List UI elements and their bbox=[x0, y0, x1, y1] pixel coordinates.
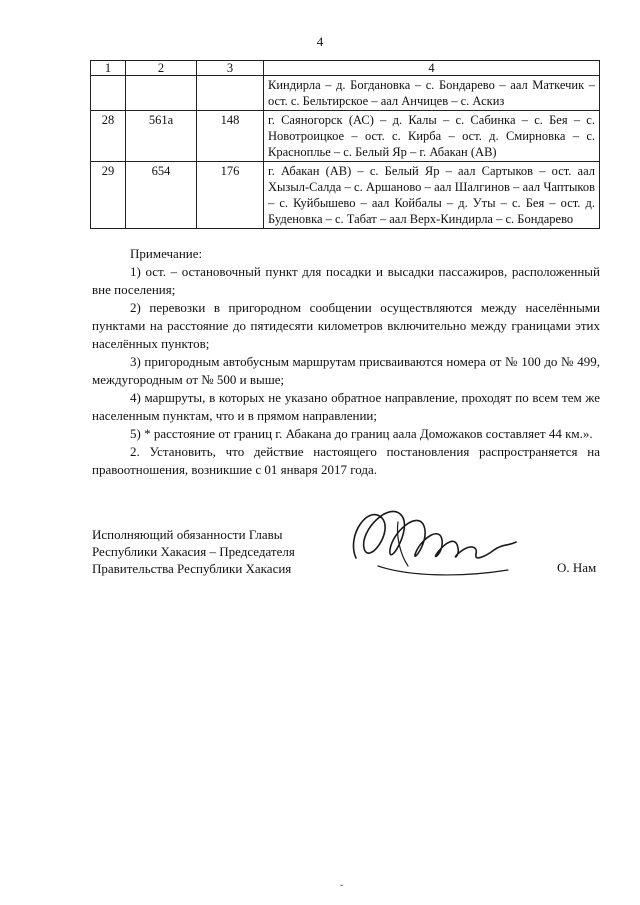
note-item: 4) маршруты, в которых не указано обратное направление, проходят по всем тем же населенным пунктам, что и в прямом направлении; bbox=[92, 390, 600, 423]
distance-cell: 148 bbox=[197, 111, 264, 162]
scan-mark: ˇ bbox=[340, 884, 344, 895]
routes-table bbox=[90, 60, 600, 229]
header-cell: 4 bbox=[264, 61, 600, 76]
row-number-cell: 29 bbox=[91, 162, 126, 229]
route-number-cell: 654 bbox=[126, 162, 197, 229]
note-item: 1) ост. – остановочный пункт для посадки и высадки пассажиров, расположенный вне поселения; bbox=[92, 264, 600, 297]
position-line: Исполняющий обязанности Главы bbox=[92, 527, 283, 542]
signature-position-block bbox=[92, 526, 295, 577]
position-line: Правительства Республики Хакасия bbox=[92, 561, 292, 576]
note-item: 2) перевозки в пригородном сообщении осуществляются между населёнными пунктами на расстояние до пятидесяти километров включительно между границами этих населённых пунктов; bbox=[92, 300, 600, 351]
position-line: Республики Хакасия – Председателя bbox=[92, 544, 295, 559]
distance-cell bbox=[197, 76, 264, 111]
page-number: 4 bbox=[316, 34, 324, 49]
row-number-cell: 28 bbox=[91, 111, 126, 162]
distance-cell: 176 bbox=[197, 162, 264, 229]
route-path-cell: г. Абакан (АВ) – с. Белый Яр – аал Сартыков – ост. аал Хызыл-Салда – с. Аршаново – аал Шалгинов – аал Чаптыков – с. Куйбышево – аал Койбалы – д. Уты – с. Бея – ост. д. Буденовка – с. Табат – аал Верх-Киндирла – с. Бондарево bbox=[264, 162, 600, 229]
resolution-item: 2. Установить, что действие настоящего постановления распространяется на правоотношения, возникшие с 01 января 2017 года. bbox=[92, 444, 600, 477]
table-row bbox=[91, 162, 600, 229]
table-row bbox=[91, 76, 600, 111]
handwritten-signature bbox=[338, 496, 538, 596]
route-number-cell bbox=[126, 76, 197, 111]
table-row bbox=[91, 111, 600, 162]
route-number-cell: 561а bbox=[126, 111, 197, 162]
signer-name: О. Нам bbox=[557, 560, 597, 575]
route-path-cell: г. Саяногорск (АС) – д. Калы – с. Сабинка – с. Бея – с. Новотроицкое – ост. с. Кирба – ост. д. Смирновка – с. Красноплье – с. Белый Яр – г. Абакан (АВ) bbox=[264, 111, 600, 162]
route-path-cell: Киндирла – д. Богдановка – с. Бондарево – аал Маткечик – ост. с. Бельтирское – аал Анчицев – с. Аскиз bbox=[264, 76, 600, 111]
notes-section bbox=[92, 245, 600, 479]
header-cell: 2 bbox=[126, 61, 197, 76]
note-item: 5) * расстояние от границ г. Абакана до границ аала Доможаков составляет 44 км.». bbox=[130, 426, 593, 441]
header-cell: 1 bbox=[91, 61, 126, 76]
notes-title: Примечание: bbox=[130, 246, 203, 261]
note-item: 3) пригородным автобусным маршрутам присваиваются номера от № 100 до № 499, междугородным от № 500 и выше; bbox=[92, 354, 600, 387]
header-cell: 3 bbox=[197, 61, 264, 76]
table-header-row bbox=[91, 61, 600, 76]
row-number-cell bbox=[91, 76, 126, 111]
